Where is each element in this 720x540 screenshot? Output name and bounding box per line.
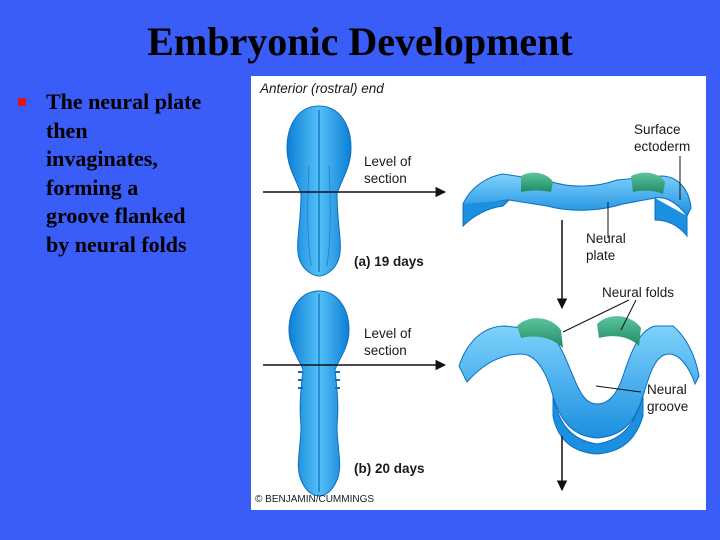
bullet-line: groove flanked (46, 203, 186, 228)
level-of-section-b-line1: Level of (364, 326, 412, 341)
neural-plate-label-line2: plate (586, 248, 616, 263)
cross-section-neural-plate (463, 173, 691, 236)
neural-development-figure (251, 76, 706, 510)
bullet-text (46, 88, 251, 259)
bullet-line: invaginates, (46, 146, 158, 171)
anterior-end-label: Anterior (rostral) end (260, 81, 384, 96)
caption-19-days: (a) 19 days (354, 254, 424, 269)
neural-plate-label-line1: Neural (586, 231, 626, 246)
level-of-section-b-line2: section (364, 343, 407, 358)
neural-folds-label: Neural folds (602, 285, 675, 300)
figure-svg (251, 76, 706, 510)
slide-title: Embryonic Development (147, 19, 573, 64)
surface-ectoderm-label-line1: Surface (634, 122, 681, 137)
neural-groove-label-line2: groove (647, 399, 689, 414)
bullet-line: The neural plate (46, 89, 202, 114)
bullet-line: then (46, 117, 88, 143)
bullet-line: by neural folds (46, 231, 187, 257)
neural-groove-label-line1: Neural (647, 382, 687, 397)
level-of-section-a-line2: section (364, 171, 407, 186)
embryo-20-days (289, 291, 349, 496)
surface-ectoderm-label-line2: ectoderm (634, 139, 691, 154)
copyright-text: © BENJAMIN/CUMMINGS (255, 494, 375, 505)
level-of-section-a-line1: Level of (364, 154, 412, 169)
caption-20-days: (b) 20 days (354, 461, 425, 476)
bullet-line: forming a (46, 174, 139, 200)
embryo-19-days (287, 106, 351, 276)
bullet-marker (18, 98, 26, 106)
